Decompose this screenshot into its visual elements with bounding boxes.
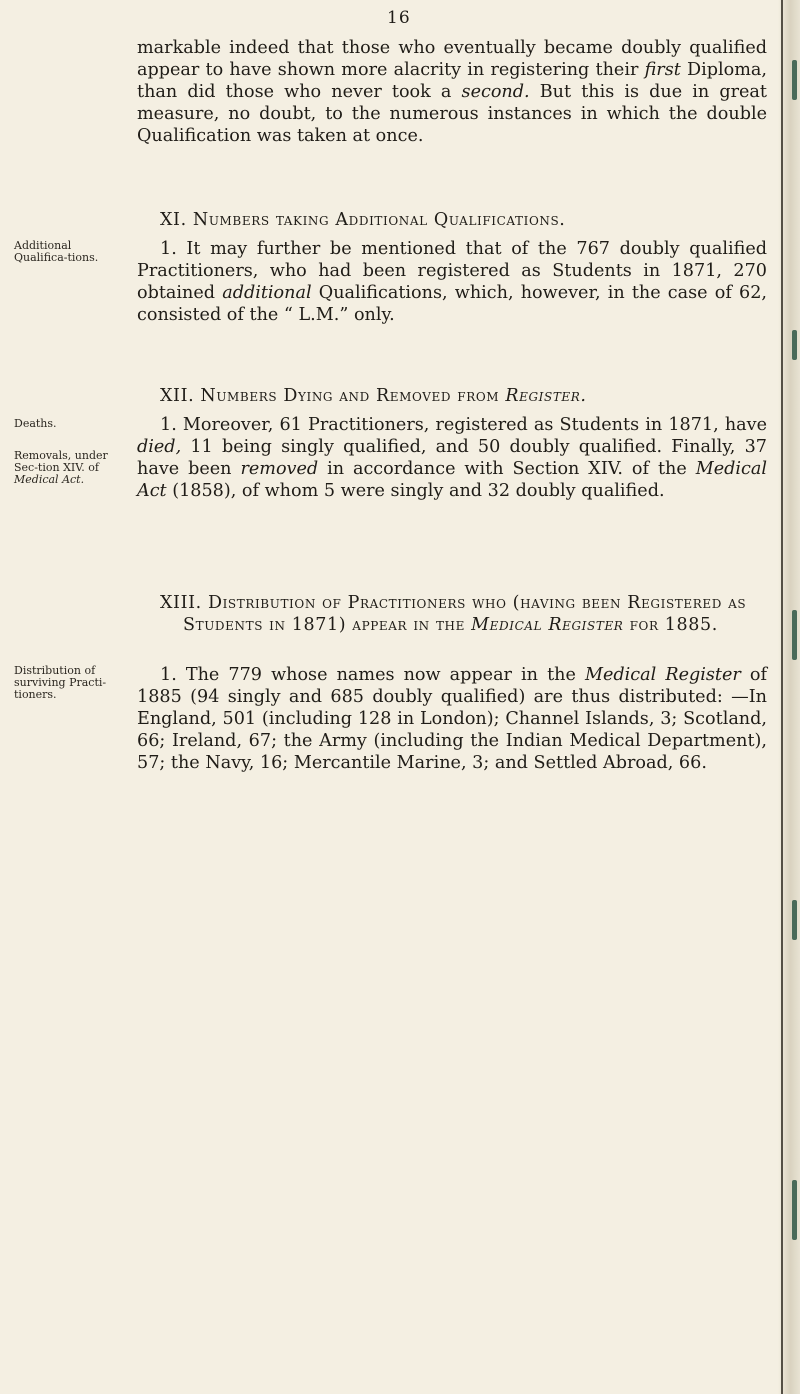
- margin-note-removals-text: Removals, under Sec-tion XIV. of: [14, 449, 108, 474]
- section-11-paragraph: [137, 238, 767, 326]
- margin-note-additional-qualifications: Additional Qualifica-tions.: [14, 239, 99, 264]
- section-12-act-emphasis: Medical Act: [137, 459, 767, 501]
- page-edge-mark: [792, 330, 797, 360]
- margin-note-removals: [14, 450, 114, 486]
- section-12-title-italic: Register.: [505, 386, 587, 406]
- section-13-heading: [160, 592, 770, 636]
- intro-second-emphasis: second.: [461, 82, 530, 102]
- page-number: 16: [387, 8, 411, 28]
- section-12-removed-emphasis: removed: [240, 459, 319, 479]
- section-11-title: Numbers taking Additional Qualifications.: [192, 210, 566, 230]
- section-13-numeral: XIII.: [160, 593, 202, 613]
- section-13-title-italic: Medical Register: [471, 615, 624, 635]
- section-12-numeral: XII.: [160, 386, 195, 406]
- intro-first-emphasis: first: [644, 60, 681, 80]
- section-11-numeral: XI.: [160, 210, 187, 230]
- section-12-paragraph: [137, 414, 767, 502]
- section-13-title-end: for 1885.: [623, 615, 718, 635]
- page-edge-line: [781, 0, 783, 1394]
- margin-note-deaths: Deaths.: [14, 417, 57, 430]
- section-11-additional-emphasis: additional: [222, 283, 312, 303]
- page-edge-mark: [792, 900, 797, 940]
- section-11-heading: [160, 209, 770, 231]
- section-13-text-a: 1. The 779 whose names now appear in the: [160, 665, 585, 685]
- section-11-text-b: Qualifications, which, however, in the case of 62, consisted of the “ L.M.” only.: [137, 283, 767, 325]
- page-edge: [778, 0, 800, 1394]
- section-13-paragraph: [137, 664, 767, 774]
- section-13-text-b: of 1885 (94 singly and 685 doubly qualified) are thus distributed: —In England, 501 (including 128 in London); Channel Islands, 3; Scotland, 66; Ireland, 67; the Army (including the Indian Medical Department), 57; the Navy, 16; Mercantile Marine, 3; and Settled Abroad, 66.: [137, 665, 767, 773]
- section-12-text-c: in accordance with Section XIV. of the: [318, 459, 696, 479]
- section-12-title: Numbers Dying and Removed from: [200, 386, 506, 406]
- margin-note-removals-italic: Medical Act.: [14, 473, 85, 486]
- section-12-text-d: (1858), of whom 5 were singly and 32 doubly qualified.: [166, 481, 665, 501]
- section-12-text-b: 11 being singly qualified, and 50 doubly qualified. Finally, 37 have been: [137, 437, 767, 479]
- intro-paragraph: [137, 37, 767, 147]
- intro-text-1: markable indeed that those who eventually became doubly qualified appear to have shown more alacrity in registering their: [137, 38, 767, 80]
- page-edge-mark: [792, 610, 797, 660]
- section-11-text-a: 1. It may further be mentioned that of the 767 doubly qualified Practitioners, who had been registered as Students in 1871, 270 obtained: [137, 239, 767, 303]
- margin-note-distribution: Distribution of surviving Practi-tioners.: [14, 664, 107, 701]
- page-edge-mark: [792, 1180, 797, 1240]
- intro-text-2: Diploma, than did those who never took a: [137, 60, 767, 102]
- section-12-died-emphasis: died,: [137, 437, 182, 457]
- section-13-title: Distribution of Practitioners who (having been Registered as Students in 1871) appear in the: [183, 593, 747, 635]
- page-edge-mark: [792, 60, 797, 100]
- section-12-heading: [160, 385, 770, 407]
- section-13-register-emphasis: Medical Register: [584, 665, 741, 685]
- section-12-text-a: 1. Moreover, 61 Practitioners, registered as Students in 1871, have: [160, 415, 767, 435]
- intro-text-3: But this is due in great measure, no doubt, to the numerous instances in which the double Qualification was taken at once.: [137, 82, 767, 146]
